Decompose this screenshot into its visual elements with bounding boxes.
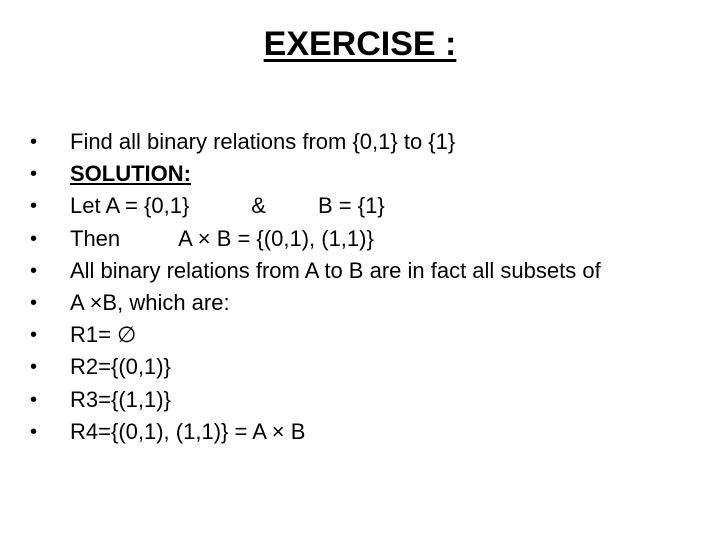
list-item [30, 126, 700, 158]
bullet-icon: • [30, 356, 38, 379]
list-item [30, 351, 700, 383]
list-item [30, 158, 700, 190]
bullet-icon: • [30, 291, 38, 314]
slide-title-text: EXERCISE : [263, 25, 457, 63]
list-item [30, 384, 700, 416]
relation-r1: R1= ∅ [70, 322, 137, 348]
bullet-icon: • [30, 324, 38, 347]
slide-title [0, 22, 720, 66]
bullet-icon: • [30, 227, 38, 250]
bullet-list [30, 126, 700, 448]
bullet-icon: • [30, 388, 38, 411]
list-item [30, 223, 700, 255]
list-item [30, 319, 700, 351]
list-item [30, 255, 700, 287]
solution-heading: SOLUTION: [70, 161, 191, 187]
bullet-icon: • [30, 195, 38, 218]
item-text: A ×B, which are: [70, 289, 230, 315]
relation-r3: R3={(1,1)} [70, 386, 171, 412]
bullet-icon: • [30, 259, 38, 282]
set-b-definition: B = {1} [317, 193, 385, 219]
relation-r4: R4={(0,1), (1,1)} = A × B [70, 418, 306, 444]
item-text: Find all binary relations from {0,1} to {1} [70, 129, 456, 154]
cartesian-product: A × B = {(0,1), (1,1)} [178, 225, 374, 251]
list-item [30, 287, 700, 319]
list-item [30, 190, 700, 222]
bullet-icon: • [30, 131, 38, 153]
ampersand: & [251, 193, 266, 219]
bullet-icon: • [30, 163, 38, 186]
bullet-icon: • [30, 420, 38, 443]
then-label: Then [70, 225, 121, 251]
list-item [30, 416, 700, 448]
set-a-definition: Let A = {0,1} [70, 193, 190, 219]
relation-r2: R2={(0,1)} [70, 354, 171, 380]
item-text: All binary relations from A to B are in fact all subsets of [70, 257, 601, 283]
